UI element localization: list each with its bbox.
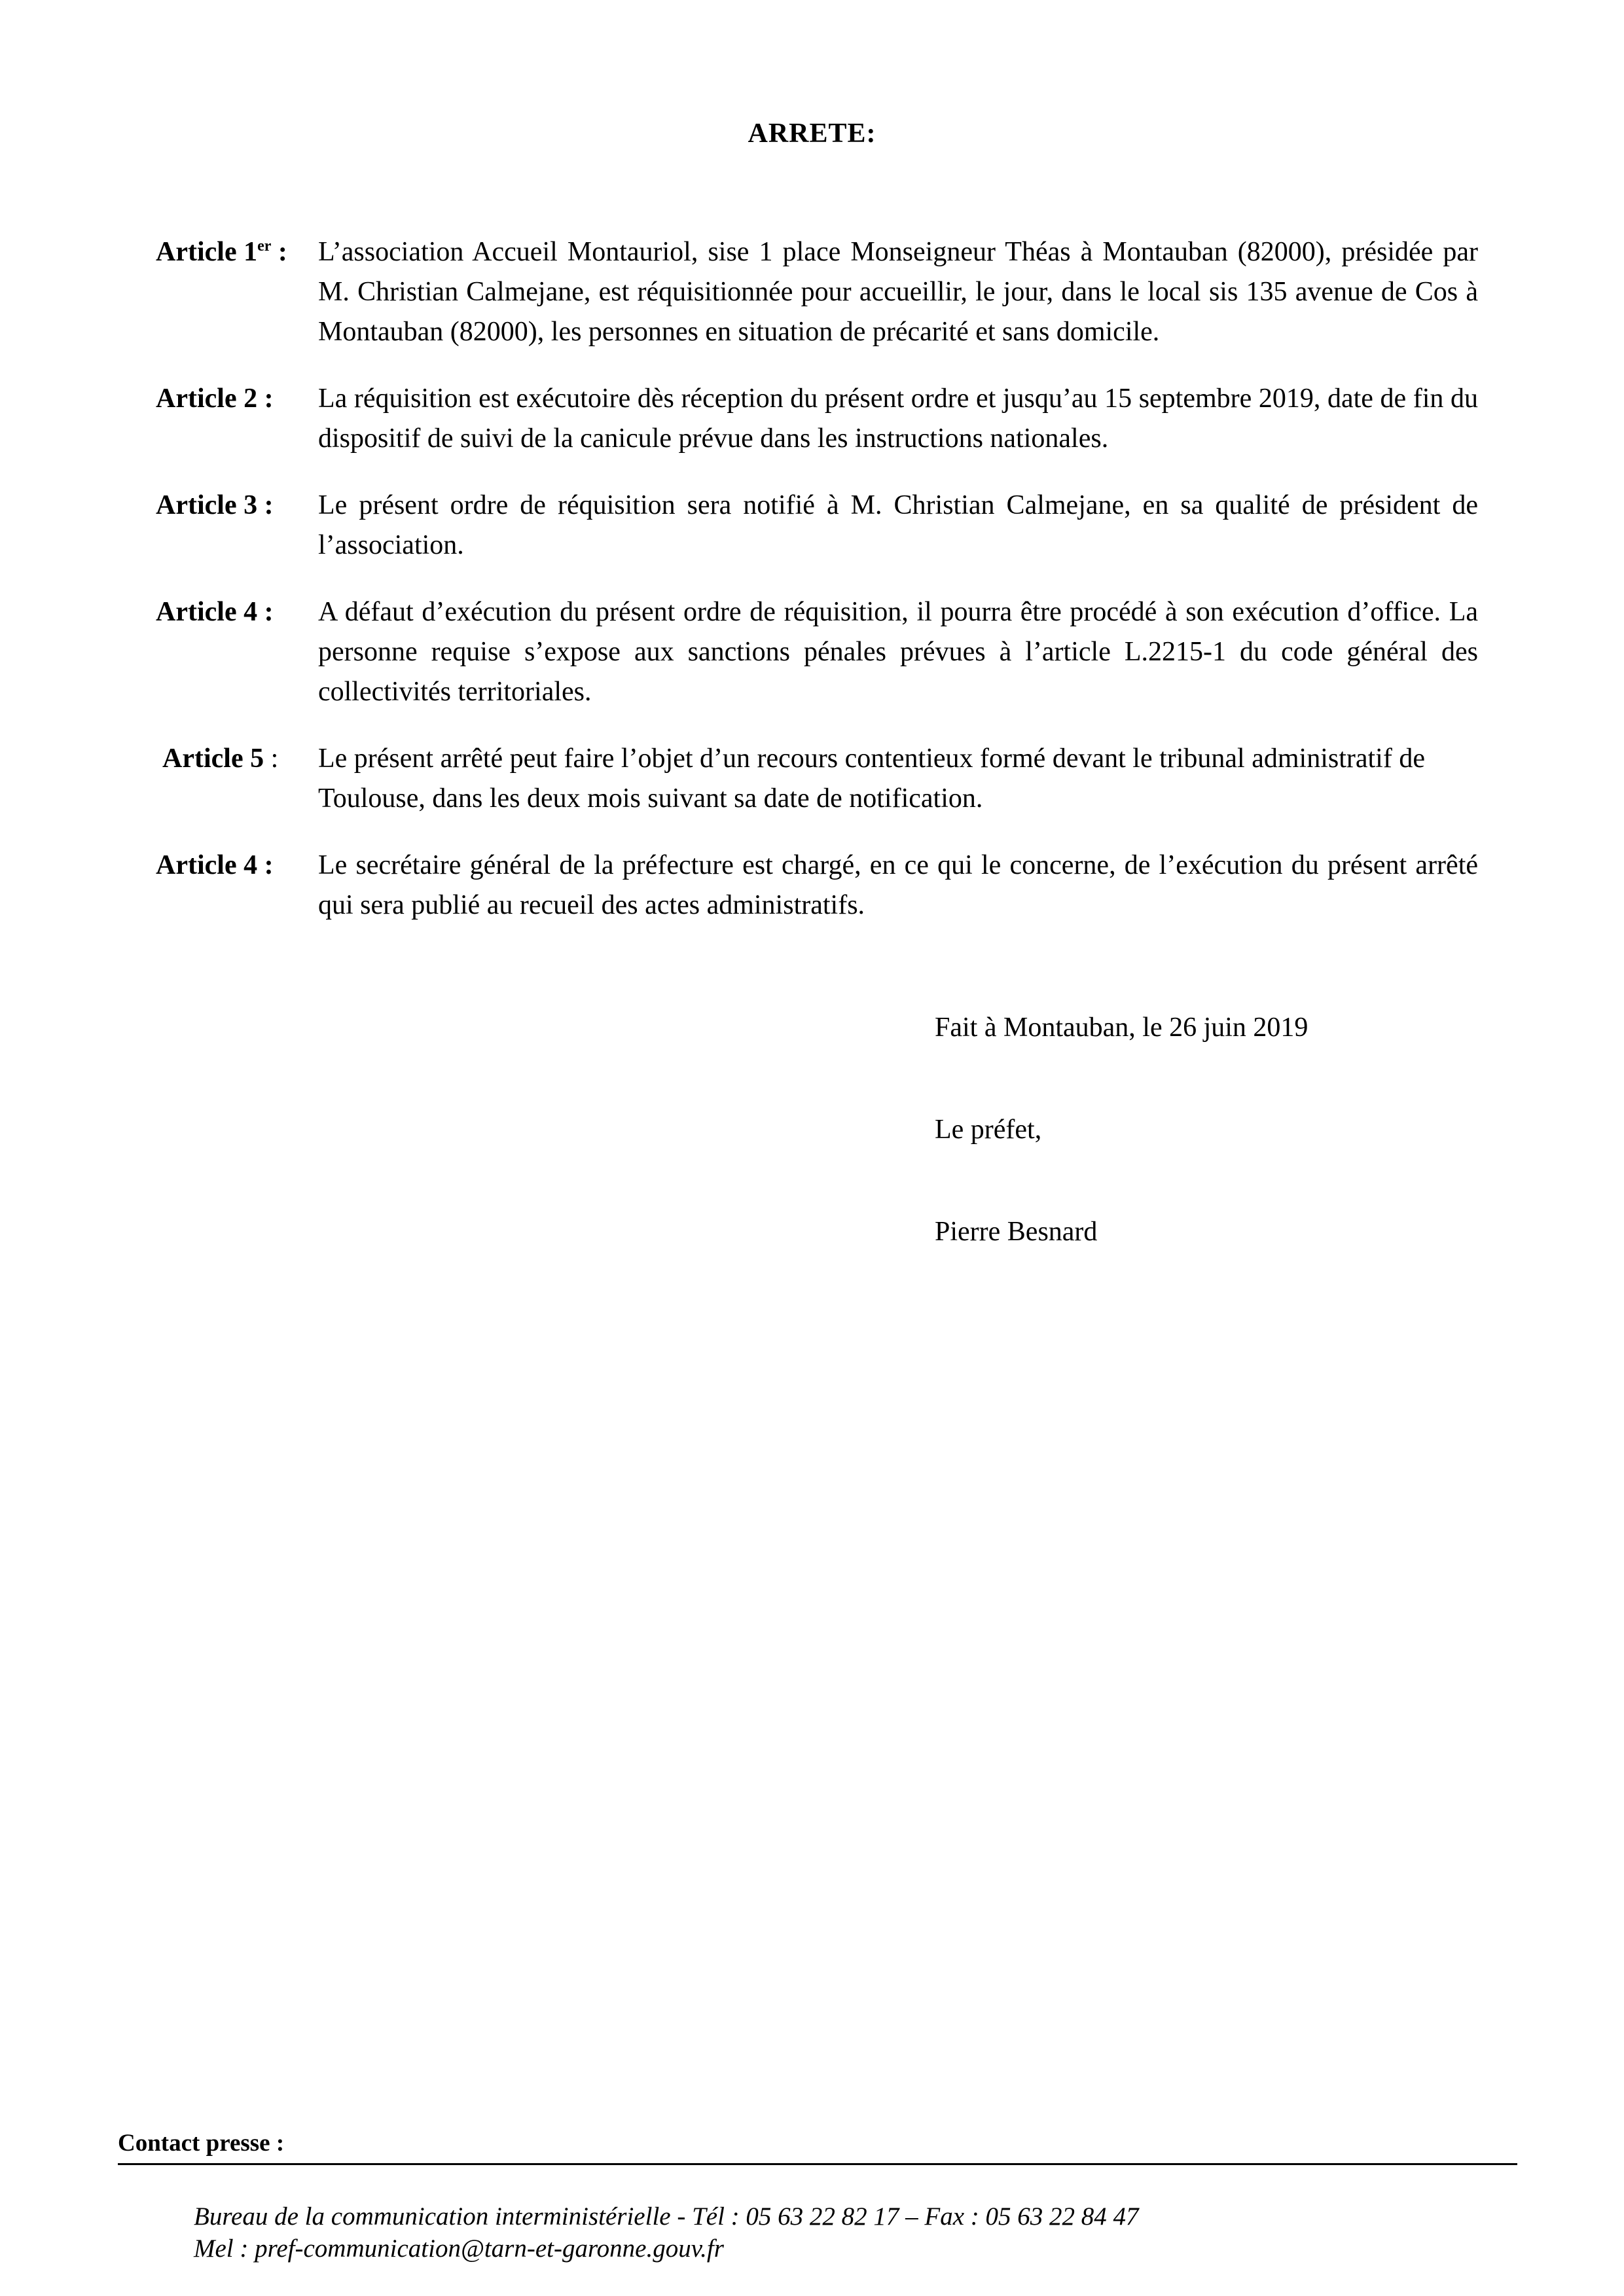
- contact-title: Contact presse :: [118, 2130, 285, 2157]
- article-label-superscript: er: [257, 238, 272, 255]
- article-text: Le secrétaire général de la préfecture est chargé, en ce qui le concerne, de l’exécution du présent arrêté qui sera publié au recueil des actes administratifs.: [318, 850, 1478, 920]
- article-text: L’association Accueil Montauriol, sise 1 place Monseigneur Théas à Montauban (82000), présidée par M. Christian Calmejane, est réquisitionnée pour accueillir, le jour, dans le local sis 135 avenue de Cos à Montauban (82000), les personnes en situation de précarité et sans domicile.: [318, 237, 1478, 347]
- articles-list: [156, 232, 1478, 952]
- article-6: [156, 846, 1478, 925]
- article-1: [156, 232, 1478, 352]
- article-label-text: Article 1: [156, 237, 258, 267]
- signature-block: [935, 1008, 1308, 1314]
- signature-place-date: Fait à Montauban, le 26 juin 2019: [935, 1013, 1308, 1043]
- article-label: Article 4 :: [156, 850, 274, 880]
- contact-info: [194, 2200, 1139, 2265]
- contact-line-email: Mel : pref-communication@tarn-et-garonne.gouv.fr: [194, 2234, 724, 2263]
- article-text: La réquisition est exécutoire dès réception du présent ordre et jusqu’au 15 septembre 2019, date de fin du dispositif de suivi de la canicule prévue dans les instructions nationales.: [318, 384, 1478, 454]
- article-label-text: Article 5: [162, 744, 264, 774]
- article-3: [156, 486, 1478, 565]
- article-text: Le présent ordre de réquisition sera notifié à M. Christian Calmejane, en sa qualité de président de l’association.: [318, 490, 1478, 560]
- article-text: Le présent arrêté peut faire l’objet d’un recours contentieux formé devant le tribunal administratif de Toulouse, dans les deux mois suivant sa date de notification.: [318, 744, 1425, 814]
- article-label-colon: :: [271, 237, 287, 267]
- article-label: Article 2 :: [156, 384, 274, 414]
- article-2: [156, 379, 1478, 459]
- signature-role: Le préfet,: [935, 1115, 1042, 1145]
- article-label: Article 3 :: [156, 490, 274, 520]
- article-label-colon: :: [264, 744, 279, 774]
- article-label: Article 4 :: [156, 597, 274, 627]
- article-label: [156, 232, 318, 272]
- contact-line-phone: Bureau de la communication interministérielle - Tél : 05 63 22 82 17 – Fax : 05 63 22 84 47: [194, 2202, 1139, 2231]
- article-label: [156, 739, 318, 779]
- article-4: [156, 592, 1478, 712]
- article-text: A défaut d’exécution du présent ordre de réquisition, il pourra être procédé à son exécution d’office. La personne requise s’expose aux sanctions pénales prévues à l’article L.2215-1 du code général des collectivités territoriales.: [318, 597, 1478, 707]
- document-title: ARRETE:: [748, 118, 876, 149]
- signature-name: Pierre Besnard: [935, 1217, 1098, 1247]
- contact-divider: [118, 2163, 1517, 2165]
- article-5: [156, 739, 1478, 819]
